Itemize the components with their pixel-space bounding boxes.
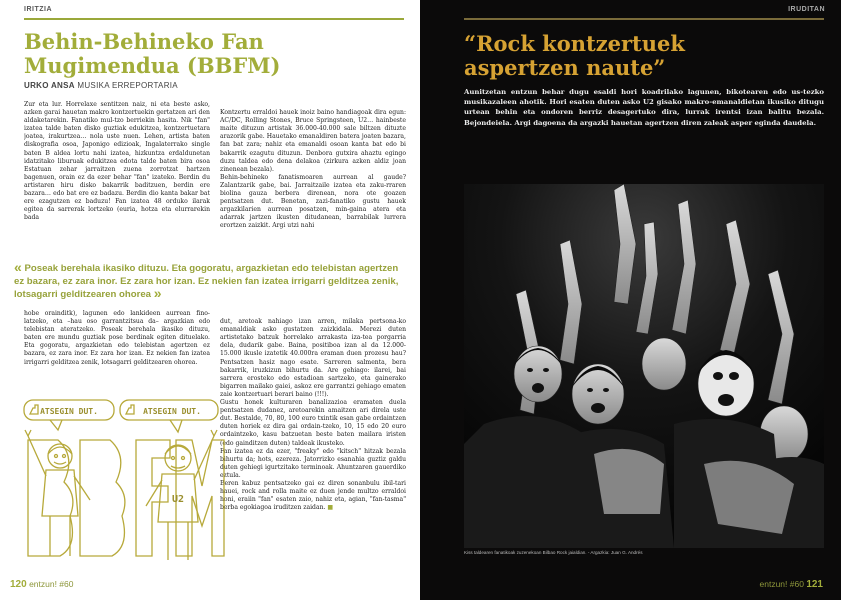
shirt-logo: U2 (171, 494, 185, 505)
speech-bubble-1-text: ATSEGIN DUT. (40, 407, 98, 416)
eye (603, 388, 609, 392)
section-tag: IRUDITAN (788, 6, 825, 13)
page-number: 120 (10, 579, 27, 590)
footer-right (760, 579, 824, 590)
figure-arm-raised (28, 436, 46, 476)
eye (587, 388, 593, 392)
eye (527, 368, 533, 372)
fan-face (642, 338, 686, 390)
fan-face (514, 346, 562, 402)
body-paragraph: Zur eta lur. Horrelaxe sentitzen naiz, ni eta beste asko, azken garai hauetan makro kontzertuekin gertatzen ari den aldaketarekin. Fanatiko mul-tzo berriekin hasita. Nik "fan" izatea talde baten disko guztiak edukitzea, kontzertuetara joatea, irakurtzea… nola uste nuen. Lehen, artista baten diskografia osoa, Japonigo edizioak, Ingalaterrako single baten B aldea lortu nahi izatea, hizkuntza erdaldunetan idatzitako liburuak edukitzea edota talde baten bira osoa Estatuan zehar jarraitzen zuena zorrotzat hartzen bagenuen, orain ez da ezer behar "fan" izateko. Berdin du artistaren hiru disko bakarrik baditzuen, berdin ere bazara… edo bat ere ez badazu. Berdin dio kanta bakar bat ere ezagutzen ez baduzu! Fan izatea 48 orduko ilarak egitea da sarrerak lortzeko (euria, hotza eta elurrarekin bada (24, 101, 210, 222)
body-column-2-top (220, 101, 406, 259)
close-quote-mark: » (153, 285, 162, 301)
fan-face (572, 364, 624, 424)
lead-paragraph: Aunitzetan entzun behar dugu esaldi hori koadrilako lagunen, bikotearen edo us-tezko musikazaleen ahotik. Hori esaten duten asko U2 gisako makro-emanaldietan ikusiko ditugu urtean behin eta ondoren berriz desagertuko dira, lurrak irentsi izan balitu bezala. Bejondeiela. Argi dagoena da argazki hauetan agertzen diren zaleak asper eginda daudela. (464, 88, 824, 127)
fan-body (464, 416, 584, 548)
pull-quote (14, 259, 406, 301)
letter-b-outline (80, 440, 125, 556)
speech-bubble-1-tail (50, 420, 62, 430)
pull-quote-text: Poseak berehala ikasiko dituzu. Eta gogoratu, argazkietan edo telebistan agertzen ez bazara, ez zara inor. Ez zara hor izan. Ez nekien fan izatea irrigarri gelditzea zenik, lotsagarri gelditzearen ohorea (14, 263, 399, 300)
body-paragraph: hobe orainditk), lagunen edo lankideen aurrean fino-latzeko, eta –hau oso garrantzitsua da– argazkian edo telebistan ateratzeko. Poseak berehala ikasiko dituzu, baten ere mundu guztiak pose berdinak egiten dituelako. Eta gogoratu, argazkietan edo telebistan agertzen ez bazara, ez zara inor. Ez zara hor izan. Ez nekien fan izatea irrigarri gelditzea zenik, lotsagarri gelditzearen ohorea. (24, 310, 210, 366)
body-column-1-top (24, 101, 210, 259)
article-title: “Rock kontzertuek aspertzen naute” (464, 31, 685, 80)
figure-smile (171, 466, 185, 468)
section-tag: IRITZIA (24, 6, 52, 13)
body-column-1-bottom (24, 310, 210, 392)
figure-eye (172, 457, 175, 460)
thumbs-up-icon (30, 405, 38, 414)
byline (24, 81, 178, 90)
figure-eye (55, 455, 58, 458)
top-rule (464, 18, 824, 20)
figure-legs (168, 522, 188, 560)
open-quote-mark: « (14, 259, 22, 275)
author-name: URKO ANSA (24, 81, 75, 90)
eye (543, 368, 549, 372)
body-column-2-bottom (220, 310, 406, 570)
fan-arm-foreground (594, 449, 664, 514)
top-rule (24, 18, 404, 20)
speech-bubble-2-text: ATSEGIN DUT. (143, 407, 201, 416)
left-page (0, 0, 420, 600)
figure-hand (211, 430, 217, 436)
painted-eye (729, 372, 739, 380)
figure-smile (54, 462, 66, 464)
body-paragraph: Kontzertu erraldoi hauek inoiz baino handiagoak dira egun: AC/DC, Rolling Stones, Bruce Springsteen, U2… hainbeste maite dituzun artistak 36.000-40.000 sale biltzen dituzte arazorik gabe. Hauetako emanaldiren batera joaten bazara, fan bat zara; nahiz eta emanaldi osoan kanta bat edo bi bakarrik ezagutu dituzun. Denbora gutxira ahaztu egingo duzu taldea edo dena delakoa (zirkura azken aldiz joan zinenean bezala). Behin-behineko fanatismoaren aurrean al gaude? Zalantzarik gabe, bai. Jarraitzaile izatea eta zaku-rraren biolina gauza berbera direnean, nora ote goazen pentsatzen dut. Benetan, zazi-fanatiko gustu hauek argazkilarien aurrean posatzen, min-gaina atera eta adarrak jartzen ikusten ditudanean, barrabilak lurrera erortzen zaizkit. Argi utzi nahi (220, 109, 406, 230)
photo-caption: Kiss taldearen fanatikoak zuzenekoan Bilbao Rock jaialdian. - Argazkia: Juan G. Andrés (464, 550, 643, 555)
figure-eye (63, 455, 66, 458)
body-text: dut, aretoak nahiago izan arren, milaka pertsona-ko emanaldiak asko gustatzen zaizkidala. Merezi duten artistetako batzuk horrelako arrakasta iza-tea porgarria dela, dudarik gabe. Baina, positiboa izan al da 12.000-15.000 ikusle izatetik 40.000ra eraman duen prozesu hau? Pentsatzen hasiz nago esate. Sarreren salmenta, bera bakarrik, iruzkizun bihurtu da. Are gehiago: ilarei, bai sarrera erosteko edo estadioan sartzeko, eta gainerako bigarren mailako gaiei, askoz ere garrantzi gehiago ematen zaie kontzertuari berari baino (!!!). Gustu honek kulturaren banalizazioa eramaten duela pentsatzen dudanez, aretoarekin amaitzen ari direla uste dut. Bestalde, 70, 80, 100 euro txintik esan gabe ordaintzen duten horiek ez dira gai ordain-tzeko, 10, 15 edo 20 euro ordaintzeko, kasu batzuetan beste baten mailara iristen (edo gainditzen duten) taldeak ikusteko. Fan izatea ez da ezer, "freaky" edo "kitsch" hitzak bezala bihurtu da; hots, ezereza. Jatorrizko esanahia guztiz galdu duten gehiegi igurtzitako terminoak. Ahuntzaren gauerdiko eztula. Beren kabuz pentsatzeko gai ez diren sonanbulu ibil-tari hauei, rock and rolla maite ez duen jende multzo erraldoi honi, eraiin "fan" esaten zaio, nahiz eta, agian, "fan-tasma" berba egokiagoa iruditzen zaidan. (220, 318, 406, 512)
shouting-mouth (591, 403, 605, 413)
article-title: Behin-Behineko Fan Mugimendua (BBFM) (24, 29, 281, 78)
author-role: MUSIKA ERREPORTARIA (77, 81, 178, 90)
figure-arm-raised (194, 436, 214, 480)
shouting-mouth (718, 394, 734, 406)
figure-eye (182, 457, 185, 460)
right-page (420, 0, 841, 600)
body-paragraph (220, 318, 406, 512)
footer-left (10, 579, 74, 590)
magazine-issue: entzun! #60 (759, 579, 804, 589)
magazine-issue: entzun! #60 (29, 579, 74, 589)
shouting-mouth (532, 383, 544, 393)
figure-hair (165, 446, 191, 454)
figure-hand (25, 430, 31, 436)
speech-bubble-2-tail (170, 420, 182, 432)
concert-crowd-photo (464, 184, 824, 548)
end-mark: ■ (327, 504, 334, 512)
cartoon-illustration (20, 396, 228, 568)
page-number: 121 (806, 579, 823, 590)
thumbs-up-icon (126, 405, 134, 414)
painted-eye (713, 372, 723, 380)
